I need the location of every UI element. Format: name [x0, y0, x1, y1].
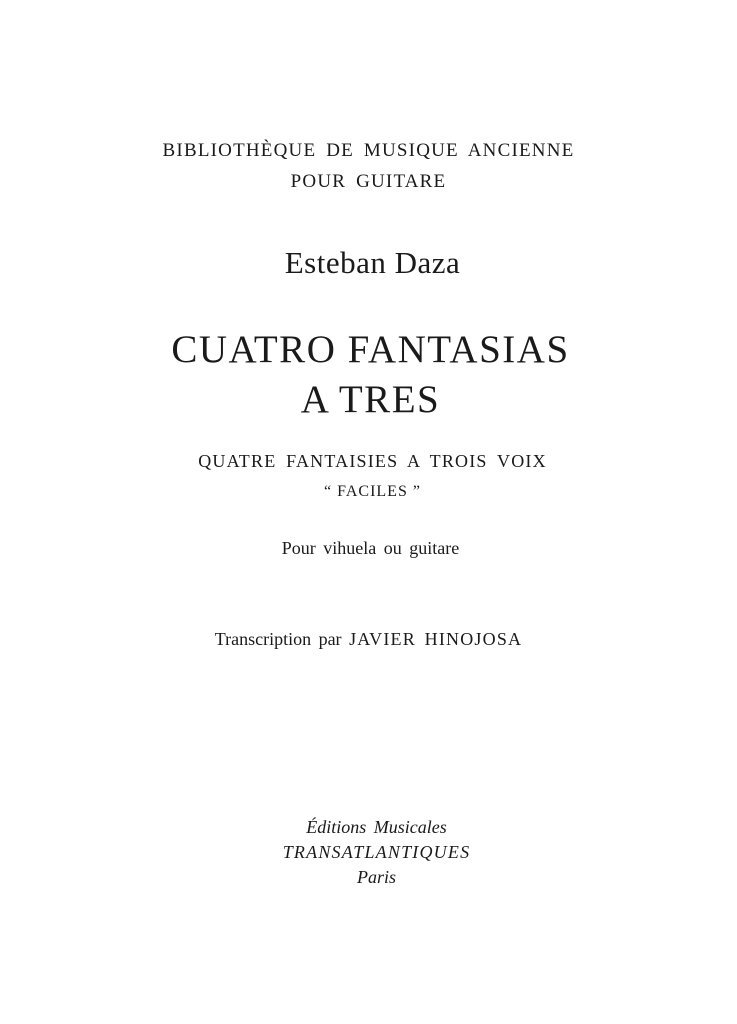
- instrumentation: Pour vihuela ou guitare: [281, 538, 460, 558]
- publisher-line-1: Éditions Musicales: [306, 817, 447, 837]
- transcriber-name: JAVIER HINOJOSA: [349, 629, 523, 649]
- transcription-prefix: Transcription par: [214, 629, 342, 649]
- publisher-line-2: TRANSATLANTIQUES: [282, 842, 471, 862]
- series-title-line-2: POUR GUITARE: [290, 171, 447, 192]
- subtitle-line-2: “ FACILES ”: [324, 483, 421, 500]
- work-title-line-1: CUATRO FANTASIAS: [171, 328, 570, 371]
- transcription-credit: [0, 629, 737, 650]
- work-title-line-2: A TRES: [300, 378, 441, 421]
- series-title-line-1: BIBLIOTHÈQUE DE MUSIQUE ANCIENNE: [162, 140, 575, 161]
- subtitle-line-1: QUATRE FANTAISIES A TROIS VOIX: [198, 451, 547, 471]
- composer-name: Esteban Daza: [284, 245, 461, 280]
- publisher-city: Paris: [356, 867, 396, 887]
